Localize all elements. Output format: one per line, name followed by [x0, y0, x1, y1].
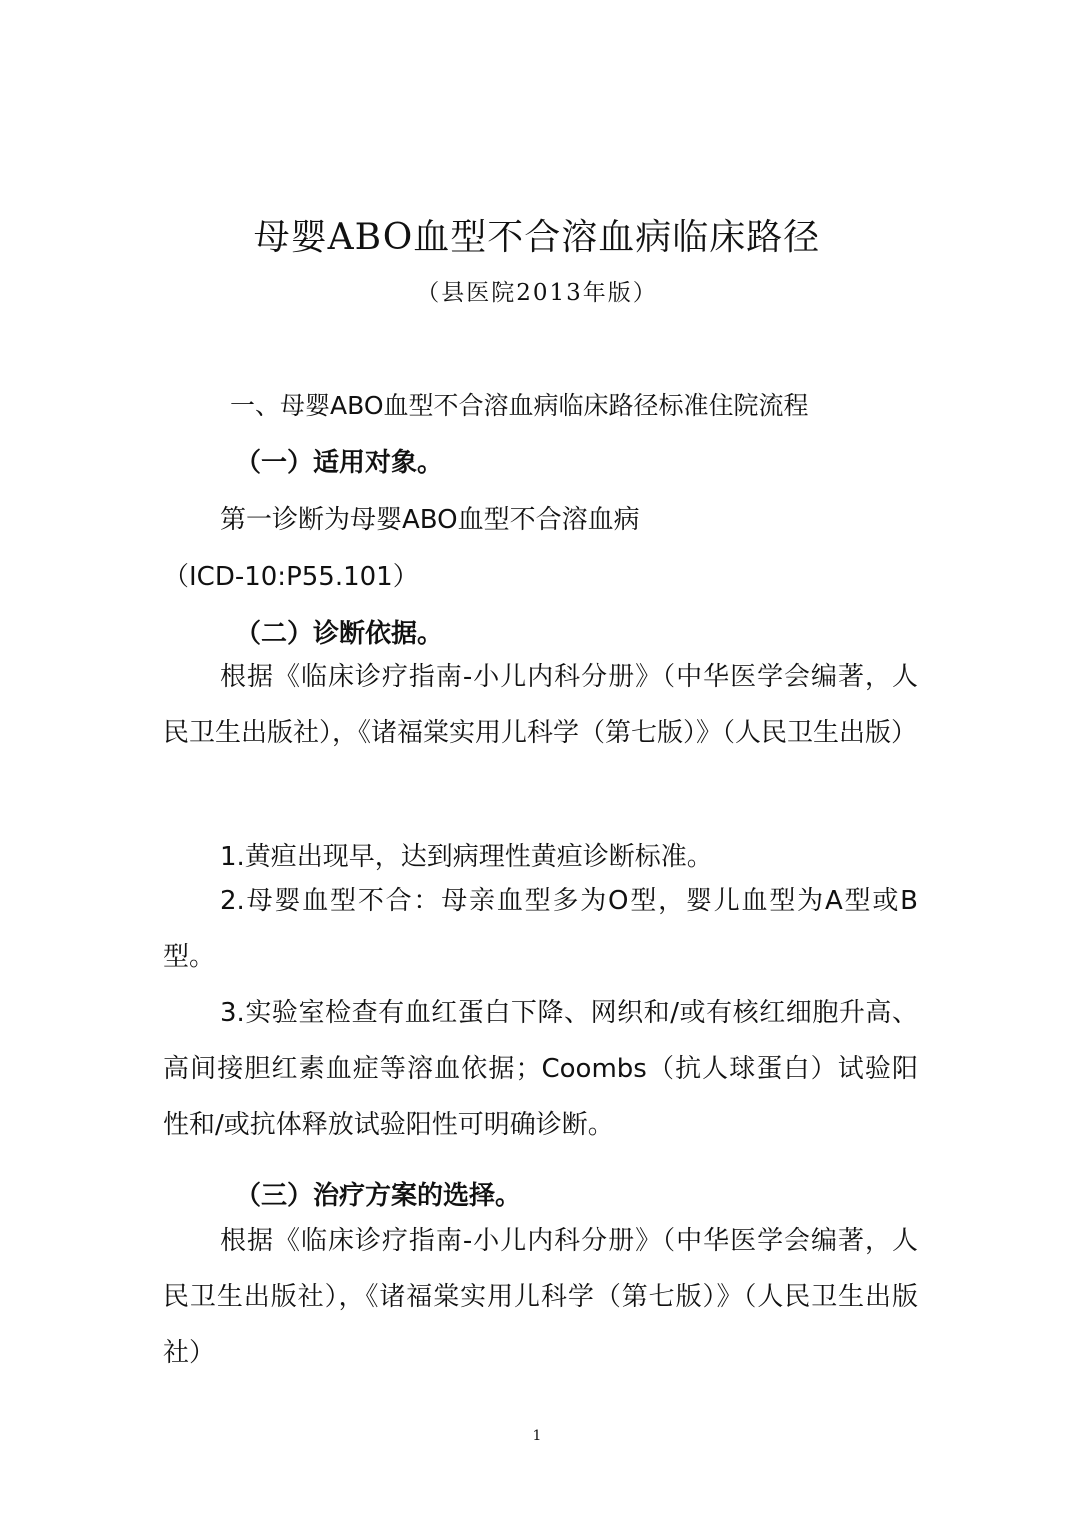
subsection-3-reference: 根据《临床诊疗指南-小儿内科分册》（中华医学会编著，人民卫生出版社），《诸福棠实用儿科学（第七版）》（人民卫生出版社）	[163, 1226, 918, 1368]
section-heading: 一、母婴ABO血型不合溶血病临床路径标准住院流程	[230, 391, 809, 420]
subsection-1-line-1: 第一诊断为母婴ABO血型不合溶血病	[220, 505, 640, 535]
subsection-2-item-1: 1.黄疸出现早，达到病理性黄疸诊断标准。	[220, 842, 713, 872]
subsection-2-item-3: 3.实验室检查有血红蛋白下降、网织和/或有核红细胞升高、高间接胆红素血症等溶血依据；Coombs（抗人球蛋白）试验阳性和/或抗体释放试验阳性可明确诊断。	[163, 998, 918, 1140]
subsection-2-reference: 根据《临床诊疗指南-小儿内科分册》（中华医学会编著，人民卫生出版社），《诸福棠实用儿科学（第七版）》（人民卫生出版）	[163, 662, 918, 748]
subsection-2-heading: （二）诊断依据。	[235, 619, 444, 649]
subsection-1-line-2: （ICD-10:P55.101）	[163, 562, 419, 592]
document-subtitle: （县医院2013年版）	[416, 280, 658, 306]
subsection-3-heading: （三）治疗方案的选择。	[235, 1181, 522, 1211]
page-number: 1	[532, 1428, 542, 1444]
subsection-2-item-2: 2.母婴血型不合：母亲血型多为O型，婴儿血型为A型或B型。	[163, 886, 918, 972]
subsection-1-heading: （一）适用对象。	[235, 448, 444, 478]
document-title: 母婴ABO血型不合溶血病临床路径	[253, 217, 821, 258]
